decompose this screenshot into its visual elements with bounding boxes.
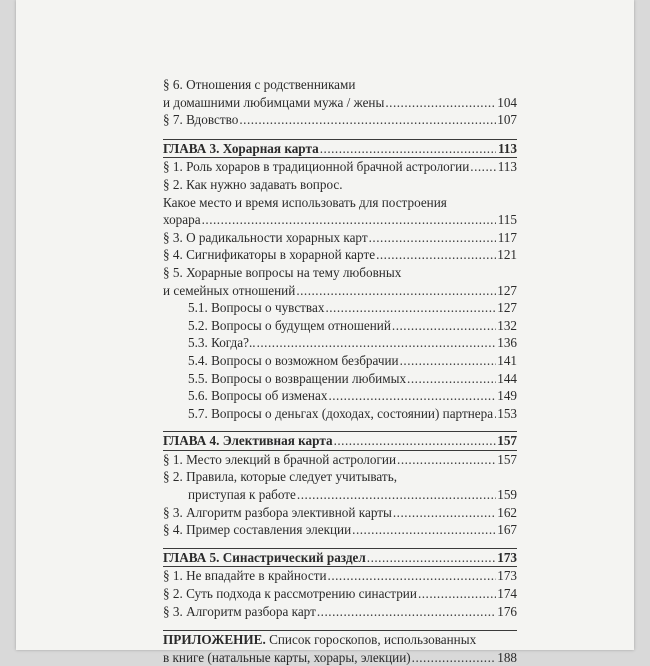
dot-leader bbox=[412, 649, 496, 666]
table-of-contents bbox=[163, 76, 517, 666]
chapter-heading[interactable] bbox=[163, 139, 517, 158]
toc-entry[interactable] bbox=[163, 450, 517, 469]
toc-page-number: 144 bbox=[497, 370, 517, 386]
toc-entry-title: и семейных отношений bbox=[163, 282, 296, 298]
dot-leader bbox=[296, 282, 496, 300]
toc-entry-title: 5.3. Когда?.. bbox=[188, 335, 256, 351]
toc-page-number: 121 bbox=[497, 247, 517, 263]
dot-leader bbox=[407, 370, 496, 388]
toc-page-number: 136 bbox=[497, 335, 517, 351]
toc-entry-title: § 3. О радикальности хорарных карт bbox=[163, 229, 368, 245]
toc-entry-title: § 2. Правила, которые следует учитывать, bbox=[163, 469, 398, 485]
toc-subentry[interactable] bbox=[163, 317, 517, 335]
toc-page-number: 141 bbox=[497, 352, 517, 368]
chapter-title: ГЛАВА 5. Синастрический раздел bbox=[163, 549, 366, 565]
toc-entry-title: § 4. Пример составления элекции bbox=[163, 522, 352, 538]
toc-page-number: 173 bbox=[497, 549, 517, 565]
toc-page-number: 117 bbox=[497, 229, 517, 245]
toc-page-number: 157 bbox=[497, 451, 517, 467]
dot-leader bbox=[376, 246, 496, 264]
chapter-title: ГЛАВА 3. Хорарная карта bbox=[163, 140, 319, 156]
dot-leader bbox=[392, 317, 496, 335]
toc-entry-title: § 1. Не впадайте в крайности bbox=[163, 568, 327, 584]
toc-page-number: 113 bbox=[497, 140, 517, 156]
toc-entry[interactable] bbox=[163, 211, 517, 229]
toc-page-number: 149 bbox=[497, 388, 517, 404]
toc-entry[interactable] bbox=[163, 468, 517, 486]
toc-entry[interactable] bbox=[163, 486, 517, 504]
dot-leader bbox=[325, 299, 496, 317]
toc-page-number: 174 bbox=[497, 586, 517, 602]
toc-subentry[interactable] bbox=[163, 370, 517, 388]
chapter-title: ГЛАВА 4. Элективная карта bbox=[163, 433, 333, 449]
dot-leader bbox=[320, 140, 496, 158]
toc-entry-title: § 1. Роль хораров в традиционной брачной астрологии bbox=[163, 159, 470, 175]
toc-page-number: 173 bbox=[497, 568, 517, 584]
toc-entry-title: § 6. Отношения с родственниками bbox=[163, 77, 356, 92]
chapter-heading[interactable] bbox=[163, 431, 517, 450]
toc-entry-title: 5.2. Вопросы о будущем отношений bbox=[188, 317, 391, 333]
dot-leader bbox=[352, 521, 496, 539]
appendix-heading[interactable] bbox=[163, 630, 517, 649]
toc-page-number: 157 bbox=[497, 433, 517, 449]
toc-entry[interactable] bbox=[163, 521, 517, 539]
toc-entry[interactable] bbox=[163, 176, 517, 194]
dot-leader bbox=[239, 111, 496, 129]
toc-entry[interactable] bbox=[163, 566, 517, 585]
toc-page-number: 188 bbox=[497, 649, 517, 665]
dot-leader bbox=[367, 549, 496, 567]
dot-leader bbox=[393, 504, 496, 522]
toc-entry[interactable] bbox=[163, 229, 517, 247]
toc-entry[interactable] bbox=[163, 194, 517, 212]
toc-entry-title: 5.4. Вопросы о возможном безбрачии bbox=[188, 352, 399, 368]
toc-page-number: 107 bbox=[497, 112, 517, 128]
toc-entry-title: 5.6. Вопросы об изменах bbox=[188, 388, 328, 404]
toc-page-number: 104 bbox=[497, 94, 517, 110]
toc-entry[interactable] bbox=[163, 94, 517, 112]
dot-leader bbox=[334, 432, 496, 450]
toc-subentry[interactable] bbox=[163, 387, 517, 405]
toc-entry-title: § 3. Алгоритм разбора элективной карты bbox=[163, 504, 392, 520]
toc-subentry[interactable] bbox=[163, 405, 517, 423]
dot-leader bbox=[369, 229, 496, 247]
toc-entry[interactable] bbox=[163, 504, 517, 522]
toc-entry[interactable] bbox=[163, 649, 517, 666]
dot-leader bbox=[400, 352, 496, 370]
toc-subentry[interactable] bbox=[163, 334, 517, 352]
toc-page-number: 127 bbox=[497, 282, 517, 298]
dot-leader bbox=[317, 603, 496, 621]
toc-entry-title: § 2. Суть подхода к рассмотрению синастрии bbox=[163, 586, 417, 602]
toc-entry[interactable] bbox=[163, 246, 517, 264]
toc-entry[interactable] bbox=[163, 111, 517, 129]
toc-subentry[interactable] bbox=[163, 352, 517, 370]
toc-entry-title: 5.1. Вопросы о чувствах bbox=[188, 300, 325, 316]
toc-entry-title: 5.5. Вопросы о возвращении любимых bbox=[188, 370, 407, 386]
toc-page-number: 127 bbox=[497, 300, 517, 316]
toc-subentry[interactable] bbox=[163, 299, 517, 317]
appendix-title: Список гороскопов, использованных bbox=[265, 632, 477, 648]
dot-leader bbox=[328, 387, 496, 405]
dot-leader bbox=[494, 405, 496, 423]
toc-entry-title: в книге (натальные карты, хорары, элекции) bbox=[163, 649, 411, 665]
toc-page-number: 162 bbox=[497, 504, 517, 520]
toc-entry-title: хорара bbox=[163, 212, 201, 228]
toc-entry-title: § 7. Вдовство bbox=[163, 112, 239, 128]
toc-page-number: 153 bbox=[497, 405, 517, 421]
toc-entry[interactable] bbox=[163, 76, 517, 94]
dot-leader bbox=[397, 451, 496, 469]
toc-entry-title: § 1. Место элекций в брачной астрологии bbox=[163, 451, 397, 467]
toc-entry-title: и домашними любимцами мужа / жены bbox=[163, 94, 385, 110]
dot-leader bbox=[328, 567, 496, 585]
toc-entry-title: Какое место и время использовать для построения bbox=[163, 194, 447, 210]
toc-entry[interactable] bbox=[163, 282, 517, 300]
toc-entry[interactable] bbox=[163, 157, 517, 176]
toc-entry[interactable] bbox=[163, 585, 517, 603]
dot-leader bbox=[418, 585, 496, 603]
toc-page-number: 159 bbox=[497, 487, 517, 503]
chapter-heading[interactable] bbox=[163, 548, 517, 567]
toc-entry-title: § 4. Сигнификаторы в хорарной карте bbox=[163, 247, 376, 263]
toc-page-number: 167 bbox=[497, 522, 517, 538]
toc-entry-title: § 3. Алгоритм разбора карт bbox=[163, 603, 316, 619]
dot-leader bbox=[202, 211, 496, 229]
toc-entry-title: § 5. Хорарные вопросы на тему любовных bbox=[163, 264, 402, 280]
dot-leader bbox=[385, 94, 496, 112]
toc-page-number: 132 bbox=[497, 317, 517, 333]
toc-entry-title: 5.7. Вопросы о деньгах (доходах, состоянии) партнера bbox=[188, 405, 494, 421]
toc-entry[interactable] bbox=[163, 264, 517, 282]
appendix-label: ПРИЛОЖЕНИЕ. bbox=[163, 632, 266, 648]
dot-leader bbox=[297, 486, 496, 504]
dot-leader bbox=[470, 158, 496, 176]
toc-entry-title: приступая к работе bbox=[188, 487, 296, 503]
toc-entry[interactable] bbox=[163, 603, 517, 621]
toc-page-number: 115 bbox=[497, 212, 517, 228]
dot-leader bbox=[257, 334, 496, 352]
toc-page-number: 176 bbox=[497, 603, 517, 619]
toc-page-number: 113 bbox=[497, 159, 517, 175]
book-page bbox=[16, 0, 634, 665]
toc-entry-title: § 2. Как нужно задавать вопрос. bbox=[163, 176, 343, 192]
